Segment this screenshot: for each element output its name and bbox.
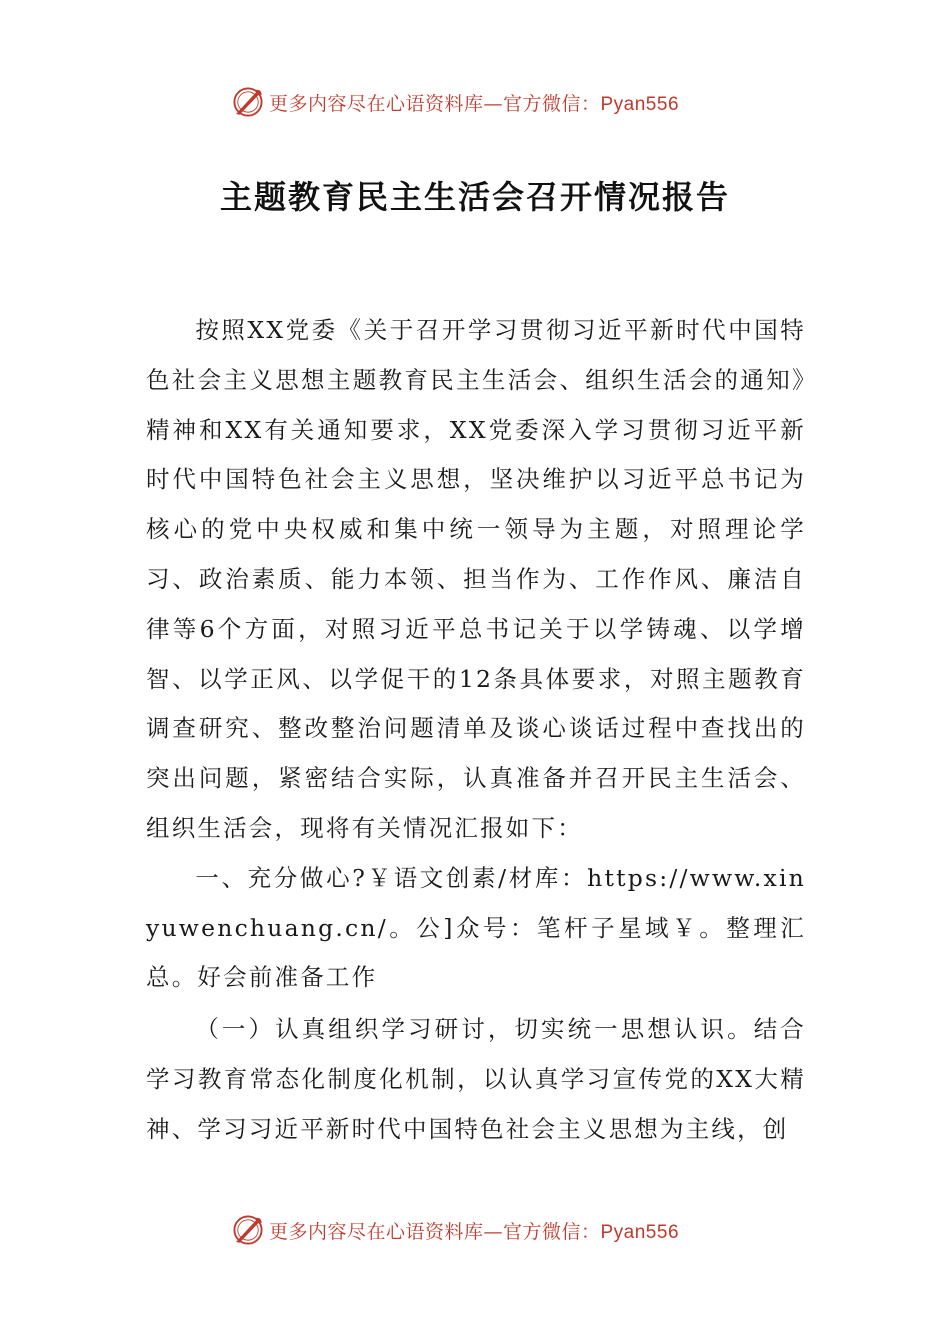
paragraph-intro: 按照XX党委《关于召开学习贯彻习近平新时代中国特色社会主义思想主题教育民主生活会、组织生活会的通知》精神和XX有关通知要求，XX党委深入学习贯彻习近平新时代中国特色社会主义思想，坚决维护以习近平总书记为核心的党中央权威和集中统一领导为主题，对照理论学习、政治素质、能力本领、担当作为、工作作风、廉洁自律等6个方面，对照习近平总书记关于以学铸魂、以学增智、以学正风、以学促干的12条具体要求，对照主题教育调查研究、整改整治问题清单及谈心谈话过程中查找出的突出问题，紧密结合实际，认真准备并召开民主生活会、组织生活会，现将有关情况汇报如下： — [146, 316, 806, 842]
paragraph-section-one: 一、充分做心?￥语文创素/材库：https://www.xinyuwenchuang.cn/。公]众号：笔杆子星域￥。整理汇总。好会前准备工作 — [146, 863, 806, 992]
quill-logo-icon — [231, 85, 265, 119]
watermark-text: 更多内容尽在心语资料库—官方微信：Pyan556 — [268, 1220, 680, 1243]
paragraph-subsection-one: （一）认真组织学习研讨，切实统一思想认识。结合学习教育常态化制度化机制，以认真学习宣传党的XX大精神、学习习近平新时代中国特色社会主义思想为主线，创 — [146, 1015, 806, 1143]
watermark-header — [0, 82, 950, 122]
quill-logo-icon — [231, 1213, 265, 1247]
document-body — [146, 306, 806, 1155]
watermark-text: 更多内容尽在心语资料库—官方微信：Pyan556 — [268, 92, 680, 115]
watermark-footer — [0, 1210, 950, 1250]
page-title: 主题教育民主生活会召开情况报告 — [219, 178, 730, 216]
